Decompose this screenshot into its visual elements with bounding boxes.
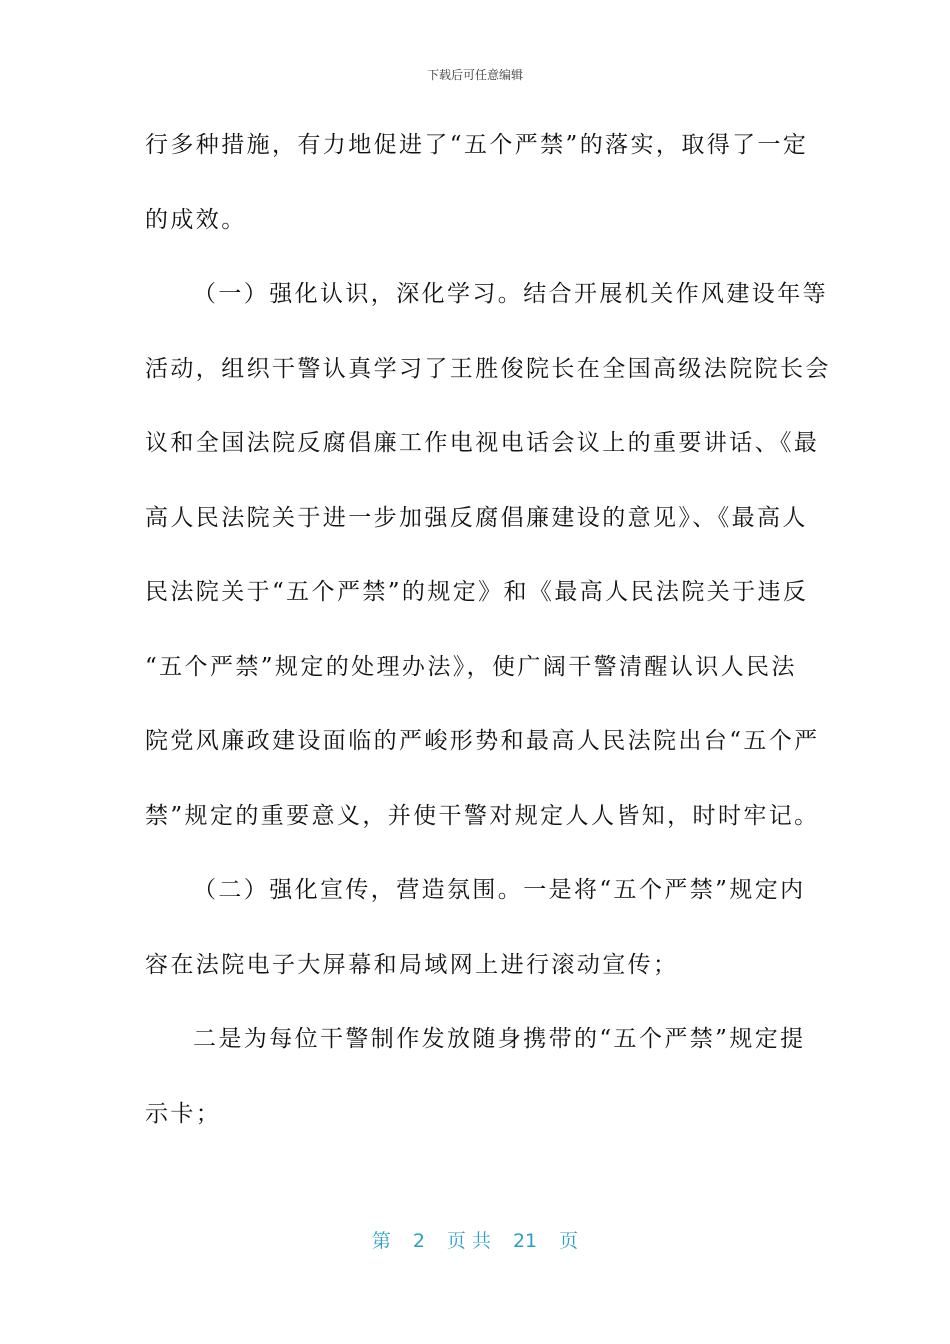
page-total: 21 [512, 1230, 538, 1252]
body-line: 院党风廉政建设面临的严峻形势和最高人民法院出台“五个严 [145, 728, 820, 754]
body-line: 禁”规定的重要意义，并使干警对规定人人皆知，时时牢记。 [145, 802, 820, 829]
body-line: 行多种措施，有力地促进了“五个严禁”的落实，取得了一定 [145, 132, 809, 158]
page-prefix: 第 [371, 1230, 391, 1252]
body-line: “五个严禁”规定的处理办法》，使广阔干警清醒认识人民法 [145, 653, 797, 680]
body-line: 二是为每位干警制作发放随身携带的“五个严禁”规定提 [193, 1026, 806, 1052]
body-line: 的成效。 [145, 206, 247, 233]
page-header: 下载后可任意编辑 [426, 68, 523, 82]
body-line: 高人民法院关于进一步加强反腐倡廉建设的意见》、《最高人 [145, 504, 808, 531]
body-line: 容在法院电子大屏幕和局域网上进行滚动宣传； [145, 951, 679, 978]
body-line: （二）强化宣传，营造氛围。一是将“五个严禁”规定内 [193, 877, 806, 903]
page-suffix: 页 [559, 1230, 579, 1252]
page-footer [0, 1226, 950, 1253]
body-line: （一）强化认识，深化学习。结合开展机关作风建设年等 [193, 281, 828, 307]
body-line: 活动，组织干警认真学习了王胜俊院长在全国高级法院院长会 [145, 355, 831, 382]
body-line: 议和全国法院反腐倡廉工作电视电话会议上的重要讲话、《最 [145, 430, 820, 456]
body-line: 民法院关于“五个严禁”的规定》和《最高人民法院关于违反 [145, 579, 809, 605]
document-body [145, 120, 831, 1163]
page-middle: 页 共 [446, 1230, 491, 1252]
body-line: 示卡； [145, 1100, 222, 1127]
page-current: 2 [412, 1230, 425, 1252]
